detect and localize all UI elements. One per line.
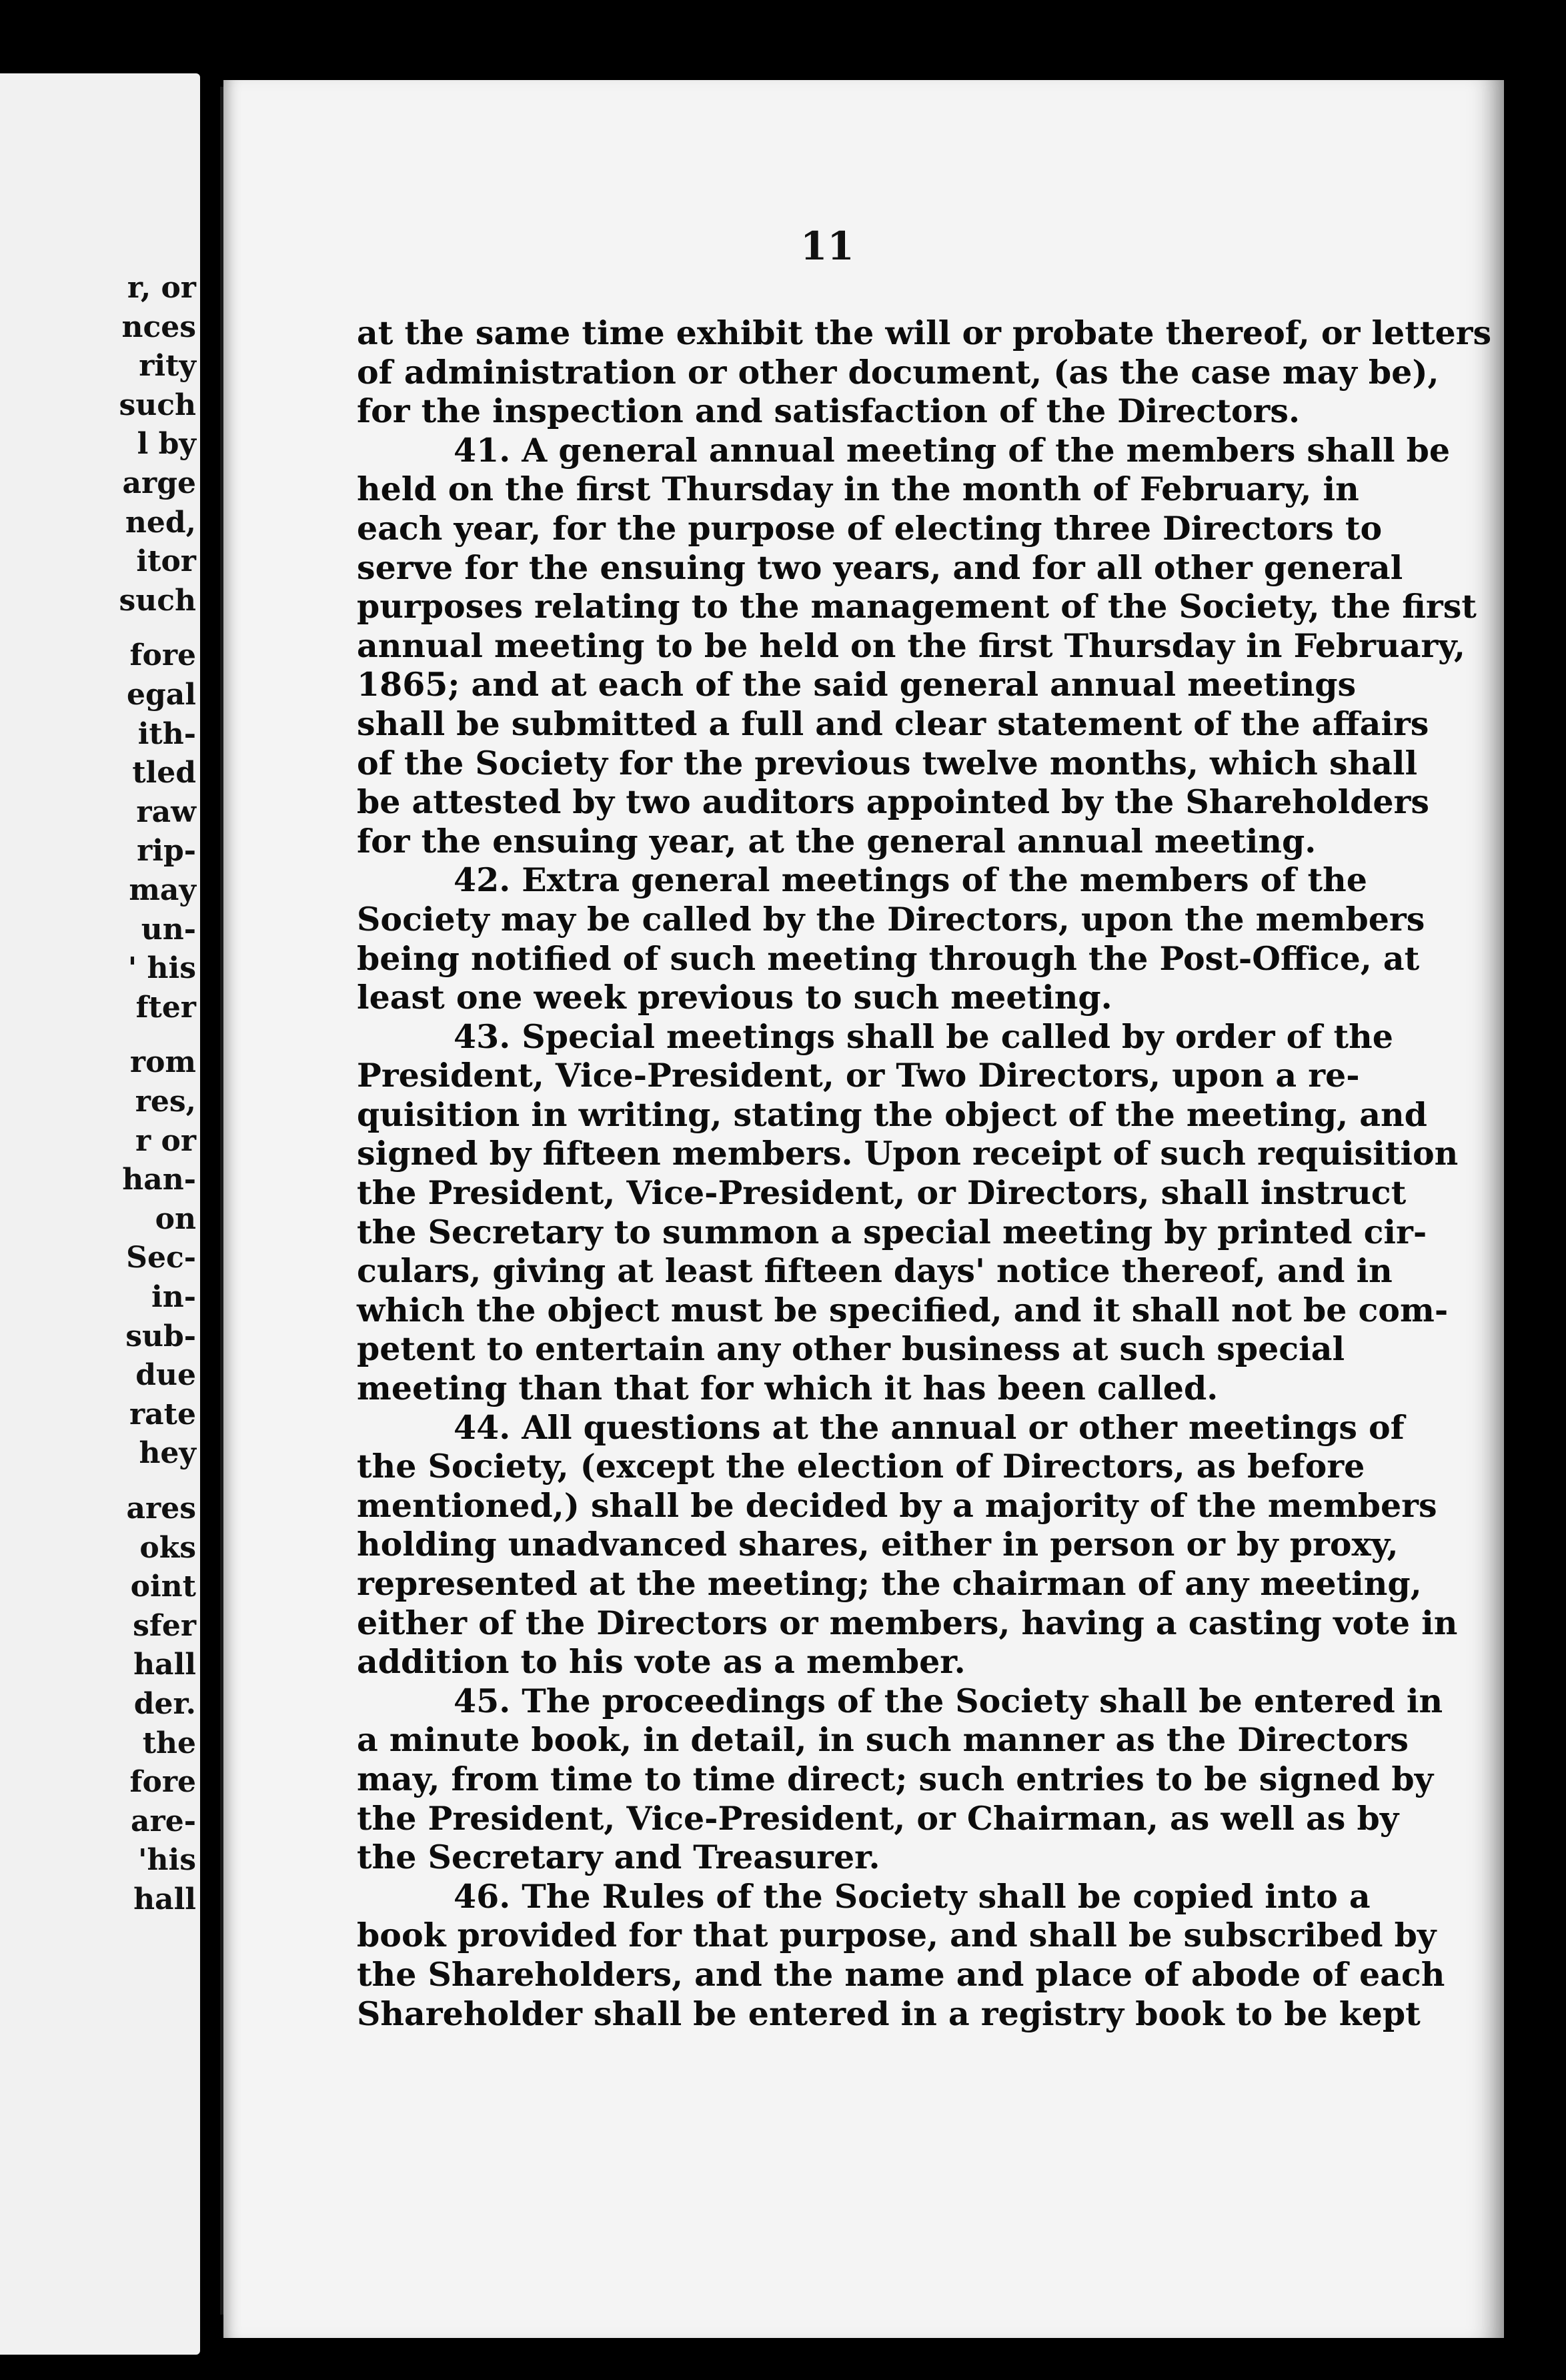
left-page-line: r, or <box>127 271 196 305</box>
text-line: purposes relating to the management of the Society, the first <box>357 587 1477 626</box>
left-page-line: fore <box>129 1765 196 1800</box>
text-line: the Secretary and Treasurer. <box>357 1838 880 1877</box>
left-page-line: ith- <box>137 716 196 751</box>
text-line: may, from time to time direct; such entries to be signed by <box>357 1759 1434 1798</box>
text-line: a minute book, in detail, in such manner as the Directors <box>357 1720 1409 1760</box>
text-line: the President, Vice-President, or Directors, shall instruct <box>357 1173 1407 1213</box>
left-page-line: on <box>155 1201 196 1236</box>
text-line: annual meeting to be held on the first Thursday in February, <box>357 626 1465 665</box>
text-line: which the object must be specified, and it shall not be com- <box>357 1290 1449 1329</box>
text-line: holding unadvanced shares, either in person or by proxy, <box>357 1525 1399 1564</box>
text-line: held on the first Thursday in the month of February, in <box>357 470 1359 509</box>
left-page-line: nces <box>121 310 196 344</box>
body-text <box>357 314 1492 2033</box>
left-page-line: rate <box>129 1397 196 1431</box>
paragraph-start-line: 41. A general annual meeting of the members shall be <box>454 430 1451 470</box>
left-page-line: the <box>142 1726 196 1760</box>
left-page-line: Sec- <box>126 1241 196 1275</box>
text-line: the Shareholders, and the name and place of abode of each <box>357 1954 1445 1994</box>
text-line: being notified of such meeting through the Post-Office, at <box>357 939 1420 978</box>
text-line: the President, Vice-President, or Chairman, as well as by <box>357 1798 1399 1838</box>
left-page-line: han- <box>122 1163 196 1197</box>
left-page-line: res, <box>135 1085 196 1119</box>
text-line: represented at the meeting; the chairman of any meeting, <box>357 1564 1422 1603</box>
left-page-line: rity <box>139 349 196 384</box>
left-page-line: sub- <box>125 1319 196 1353</box>
text-line: the Secretary to summon a special meeting by printed cir- <box>357 1212 1427 1251</box>
text-line: mentioned,) shall be decided by a majority of the members <box>357 1485 1437 1525</box>
left-page-line: ' his <box>127 951 196 986</box>
text-line: for the inspection and satisfaction of the Directors. <box>357 392 1301 431</box>
left-page-line: rip- <box>137 834 196 868</box>
left-page-line: der. <box>133 1687 196 1721</box>
text-line: quisition in writing, stating the object of the meeting, and <box>357 1095 1427 1134</box>
left-page-line: itor <box>136 544 196 579</box>
text-line: shall be submitted a full and clear statement of the affairs <box>357 704 1429 743</box>
paragraph-start-line: 45. The proceedings of the Society shall be entered in <box>454 1681 1443 1720</box>
left-page-line: hall <box>133 1882 196 1916</box>
left-page-line: tled <box>132 756 196 790</box>
text-line: signed by fifteen members. Upon receipt of such requisition <box>357 1134 1459 1173</box>
text-line: culars, giving at least fifteen days' notice thereof, and in <box>357 1251 1393 1291</box>
left-page-line: 'his <box>138 1843 196 1878</box>
left-page-line: in- <box>151 1280 196 1314</box>
left-page-line: rom <box>129 1045 196 1080</box>
left-page-line: hey <box>139 1436 196 1471</box>
left-page-line: sfer <box>133 1608 196 1643</box>
left-facing-page <box>0 73 200 2355</box>
left-page-line: hall <box>133 1648 196 1682</box>
left-page-line: fter <box>135 990 196 1025</box>
text-line: serve for the ensuing two years, and for all other general <box>357 548 1403 587</box>
left-page-line: are- <box>131 1804 196 1838</box>
text-line: of the Society for the previous twelve months, which shall <box>357 743 1418 782</box>
left-page-line: ned, <box>125 505 196 540</box>
left-page-line: may <box>129 873 196 907</box>
text-line: addition to his vote as a member. <box>357 1642 966 1682</box>
text-line: either of the Directors or members, having a casting vote in <box>357 1603 1458 1642</box>
text-line: President, Vice-President, or Two Directors, upon a re- <box>357 1056 1360 1095</box>
left-page-line: ares <box>126 1492 196 1526</box>
text-line: least one week previous to such meeting. <box>357 978 1112 1017</box>
left-page-line: such <box>119 388 196 422</box>
text-line: at the same time exhibit the will or probate thereof, or letters <box>357 314 1492 352</box>
text-line: petent to entertain any other business at such special <box>357 1329 1345 1369</box>
left-page-line: oks <box>139 1530 196 1565</box>
text-line: meeting than that for which it has been called. <box>357 1369 1219 1408</box>
paragraph-start-line: 42. Extra general meetings of the members of the <box>454 860 1367 900</box>
left-page-line: fore <box>129 638 196 673</box>
left-page-line: egal <box>127 678 196 712</box>
text-line: 1865; and at each of the said general annual meetings <box>357 665 1357 704</box>
left-page-line: due <box>135 1358 196 1393</box>
left-page-line: arge <box>122 466 196 500</box>
paragraph-start-line: 43. Special meetings shall be called by order of the <box>454 1017 1393 1056</box>
text-line: Society may be called by the Directors, upon the members <box>357 899 1425 939</box>
left-page-line: raw <box>136 794 196 829</box>
page-number: 11 <box>800 223 854 269</box>
text-line: of administration or other document, (as the case may be), <box>357 352 1439 392</box>
text-line: be attested by two auditors appointed by the Shareholders <box>357 782 1429 822</box>
left-page-line: such <box>119 583 196 618</box>
left-page-line: r or <box>135 1123 196 1158</box>
text-line: the Society, (except the election of Directors, as before <box>357 1447 1365 1486</box>
text-line: book provided for that purpose, and shall be subscribed by <box>357 1916 1437 1955</box>
left-page-line: l by <box>137 427 196 462</box>
text-line: for the ensuing year, at the general annual meeting. <box>357 821 1317 860</box>
text-line: each year, for the purpose of electing three Directors to <box>357 508 1383 548</box>
paragraph-start-line: 46. The Rules of the Society shall be copied into a <box>454 1876 1371 1916</box>
paragraph-start-line: 44. All questions at the annual or other meetings of <box>454 1407 1405 1447</box>
text-line: Shareholder shall be entered in a registry book to be kept <box>357 1994 1421 2033</box>
left-page-line: oint <box>130 1570 196 1604</box>
left-page-line: un- <box>141 912 196 947</box>
